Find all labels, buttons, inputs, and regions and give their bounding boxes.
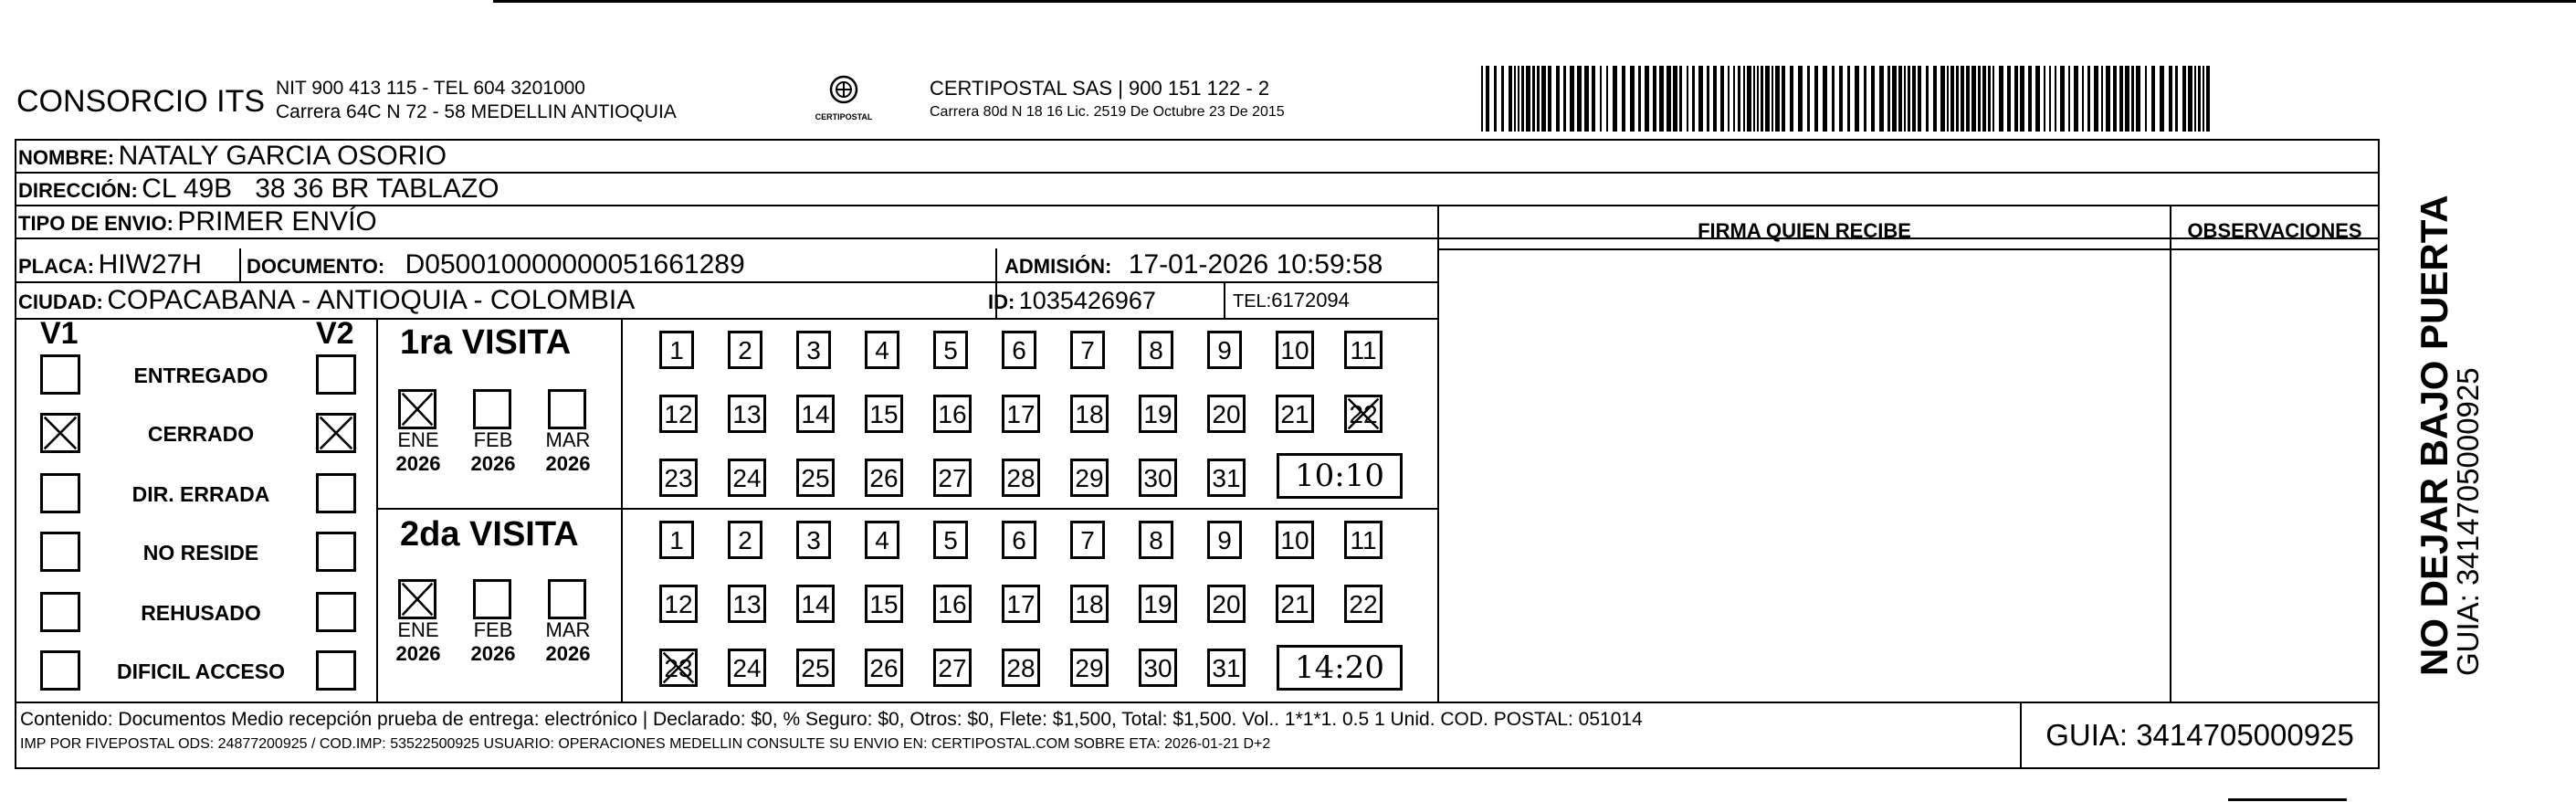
v2-label: V2 — [316, 316, 354, 351]
second-day-box[interactable]: 28 — [1002, 649, 1040, 687]
tel-row — [1233, 283, 1350, 321]
first-month-checkbox[interactable] — [473, 389, 511, 429]
v1-checkbox[interactable] — [40, 413, 80, 453]
first-day-box[interactable]: 23 — [659, 459, 698, 497]
footer-imp: IMP POR FIVEPOSTAL ODS: 24877200925 / COD.IMP: 53522500925 USUARIO: OPERACIONES MEDELLIN CONSULTE SU ENVIO EN: CERTIPOSTAL.COM SOBRE ETA: 2026-01-21 D+2 — [20, 736, 1271, 752]
second-day-box[interactable]: 29 — [1070, 649, 1109, 687]
first-day-box[interactable]: 29 — [1070, 459, 1109, 497]
second-month-checkbox[interactable] — [473, 579, 511, 619]
direccion-value: CL 49B 38 36 BR TABLAZO — [142, 174, 499, 204]
tipo-value: PRIMER ENVÍO — [177, 206, 377, 237]
company-address: Carrera 64C N 72 - 58 MEDELLIN ANTIOQUIA — [276, 101, 677, 122]
company-name: CONSORCIO ITS — [16, 84, 266, 119]
direccion-label: DIRECCIÓN: — [18, 179, 138, 202]
tipo-label: TIPO DE ENVIO: — [18, 212, 173, 235]
certipostal-logo — [807, 73, 880, 121]
side-no-dejar: NO DEJAR BAJO PUERTA — [2413, 195, 2455, 676]
nombre-label: NOMBRE: — [18, 146, 115, 169]
first-day-box[interactable]: 30 — [1139, 459, 1177, 497]
second-day-box[interactable]: 17 — [1002, 585, 1040, 623]
firma-area[interactable] — [1441, 252, 2166, 700]
first-month-label: FEB — [473, 428, 513, 451]
first-day-box[interactable]: 31 — [1207, 459, 1246, 497]
nombre-value: NATALY GARCIA OSORIO — [118, 141, 447, 171]
first-day-box[interactable]: 7 — [1070, 331, 1105, 369]
first-day-box[interactable]: 11 — [1344, 331, 1383, 369]
v1-checkbox[interactable] — [40, 473, 80, 513]
first-day-box[interactable]: 18 — [1070, 395, 1109, 433]
company-info — [276, 77, 677, 124]
first-day-box[interactable]: 9 — [1207, 331, 1242, 369]
v2-checkbox[interactable] — [316, 592, 356, 632]
status-label: DIFICIL ACCESO — [116, 660, 285, 683]
v1-checkbox[interactable] — [40, 592, 80, 632]
first-day-box[interactable]: 1 — [659, 331, 694, 369]
observaciones-area[interactable] — [2173, 252, 2376, 700]
second-day-box[interactable]: 24 — [728, 649, 766, 687]
second-year-label: 2026 — [395, 642, 441, 665]
second-month-label: MAR — [545, 618, 591, 641]
first-day-box[interactable]: 27 — [933, 459, 972, 497]
side-guia: GUIA: 3414705000925 — [2451, 367, 2485, 676]
first-month-checkbox[interactable] — [398, 389, 436, 429]
logo-text: CERTIPOSTAL — [815, 112, 873, 121]
admision-label: ADMISIÓN: — [1004, 255, 1112, 278]
first-day-box[interactable]: 6 — [1002, 331, 1036, 369]
first-month-checkbox[interactable] — [548, 389, 586, 429]
v2-checkbox[interactable] — [316, 413, 356, 453]
v2-checkbox[interactable] — [316, 532, 356, 572]
first-day-box[interactable]: 10 — [1276, 331, 1314, 369]
ciudad-label: CIUDAD: — [18, 290, 103, 313]
documento-value: D050010000000051661289 — [405, 249, 745, 280]
second-day-box[interactable]: 3 — [796, 521, 831, 559]
second-day-box[interactable]: 13 — [728, 585, 766, 623]
placa-row — [18, 248, 202, 286]
second-day-box[interactable]: 9 — [1207, 521, 1242, 559]
second-month-checkbox[interactable] — [398, 579, 436, 619]
second-day-box[interactable]: 20 — [1207, 585, 1246, 623]
second-day-box[interactable]: 14 — [796, 585, 835, 623]
certipostal-nit: CERTIPOSTAL SAS | 900 151 122 - 2 — [930, 77, 1270, 100]
status-label: DIR. ERRADA — [131, 482, 270, 506]
first-day-box[interactable]: 22 — [1344, 395, 1383, 433]
first-day-box[interactable]: 12 — [659, 395, 698, 433]
first-day-box[interactable]: 25 — [796, 459, 835, 497]
first-day-box[interactable]: 19 — [1139, 395, 1177, 433]
second-day-box[interactable]: 19 — [1139, 585, 1177, 623]
certipostal-logo-icon — [824, 73, 864, 110]
first-day-box[interactable]: 5 — [933, 331, 968, 369]
direccion-row — [18, 172, 499, 211]
v1-checkbox[interactable] — [40, 354, 80, 395]
ciudad-value: COPACABANA - ANTIOQUIA - COLOMBIA — [107, 285, 636, 315]
tel-value: 6172094 — [1271, 289, 1350, 311]
second-visit-time: 14:20 — [1277, 645, 1403, 691]
documento-label: DOCUMENTO: — [247, 255, 385, 278]
first-day-box[interactable]: 20 — [1207, 395, 1246, 433]
second-day-box[interactable]: 12 — [659, 585, 698, 623]
second-visit-title: 2da VISITA — [400, 515, 579, 554]
first-year-label: 2026 — [395, 452, 441, 475]
first-visit-title: 1ra VISITA — [400, 323, 572, 362]
certipostal-info — [930, 77, 1285, 124]
second-day-box[interactable]: 7 — [1070, 521, 1105, 559]
observaciones-header: OBSERVACIONES — [2187, 219, 2362, 242]
v2-checkbox[interactable] — [316, 650, 356, 691]
side-notice — [2413, 195, 2485, 676]
admision-row — [1004, 248, 1383, 286]
second-day-box[interactable]: 22 — [1344, 585, 1383, 623]
barcode — [1477, 66, 2217, 132]
second-day-box[interactable]: 26 — [865, 649, 903, 687]
first-day-box[interactable]: 13 — [728, 395, 766, 433]
second-day-box[interactable]: 1 — [659, 521, 694, 559]
tel-label: TEL: — [1233, 291, 1272, 311]
first-year-label: 2026 — [470, 452, 516, 475]
first-day-box[interactable]: 4 — [865, 331, 899, 369]
second-year-label: 2026 — [470, 642, 516, 665]
v1-checkbox[interactable] — [40, 650, 80, 691]
first-day-box[interactable]: 2 — [728, 331, 762, 369]
status-label: ENTREGADO — [133, 364, 268, 387]
placa-value: HIW27H — [98, 249, 202, 280]
v1-label: V1 — [40, 316, 79, 351]
status-label: REHUSADO — [141, 601, 261, 625]
id-value: 1035426967 — [1018, 287, 1156, 314]
first-day-box[interactable]: 8 — [1139, 331, 1173, 369]
second-day-box[interactable]: 23 — [659, 649, 698, 687]
first-day-box[interactable]: 16 — [933, 395, 972, 433]
first-day-box[interactable]: 24 — [728, 459, 766, 497]
first-day-box[interactable]: 3 — [796, 331, 831, 369]
id-row — [988, 283, 1156, 322]
documento-row — [247, 248, 745, 286]
second-day-box[interactable]: 21 — [1276, 585, 1314, 623]
second-day-box[interactable]: 25 — [796, 649, 835, 687]
second-day-box[interactable]: 30 — [1139, 649, 1177, 687]
footer-contenido: Contenido: Documentos Medio recepción prueba de entrega: electrónico | Declarado: $0, % Seguro: $0, Otros: $0, Flete: $1,500, Total: $1,500. Vol.. 1*1*1. 0.5 1 Unid. COD. POSTAL: 051014 — [20, 709, 1643, 730]
firma-header: FIRMA QUIEN RECIBE — [1698, 219, 1911, 242]
second-month-checkbox[interactable] — [548, 579, 586, 619]
scan-edge-bottom — [2228, 798, 2347, 801]
second-day-box[interactable]: 2 — [728, 521, 762, 559]
second-day-box[interactable]: 4 — [865, 521, 899, 559]
second-day-box[interactable]: 8 — [1139, 521, 1173, 559]
company-nit: NIT 900 413 115 - TEL 604 3201000 — [276, 78, 585, 99]
first-day-box[interactable]: 26 — [865, 459, 903, 497]
first-day-box[interactable]: 14 — [796, 395, 835, 433]
first-month-label: MAR — [545, 428, 591, 451]
first-day-box[interactable]: 17 — [1002, 395, 1040, 433]
v2-checkbox[interactable] — [316, 473, 356, 513]
first-day-box[interactable]: 28 — [1002, 459, 1040, 497]
second-day-box[interactable]: 27 — [933, 649, 972, 687]
placa-label: PLACA: — [18, 255, 95, 278]
first-day-box[interactable]: 21 — [1276, 395, 1314, 433]
first-month-label: ENE — [397, 428, 439, 451]
first-year-label: 2026 — [545, 452, 591, 475]
admision-value: 17-01-2026 10:59:58 — [1128, 249, 1383, 280]
second-day-box[interactable]: 18 — [1070, 585, 1109, 623]
id-label: ID: — [988, 290, 1015, 313]
second-month-label: FEB — [473, 618, 513, 641]
second-day-box[interactable]: 31 — [1207, 649, 1246, 687]
footer-guia: GUIA: 3414705000925 — [2045, 718, 2354, 752]
certipostal-license: Carrera 80d N 18 16 Lic. 2519 De Octubre 23 De 2015 — [930, 104, 1285, 120]
v2-checkbox[interactable] — [316, 354, 356, 395]
second-day-box[interactable]: 6 — [1002, 521, 1036, 559]
second-day-box[interactable]: 16 — [933, 585, 972, 623]
scan-edge — [493, 0, 2576, 3]
second-day-box[interactable]: 5 — [933, 521, 968, 559]
status-label: CERRADO — [147, 422, 255, 446]
tipo-row — [18, 206, 377, 242]
second-day-box[interactable]: 11 — [1344, 521, 1383, 559]
first-visit-time: 10:10 — [1277, 453, 1403, 499]
status-label: NO RESIDE — [142, 541, 259, 565]
second-day-box[interactable]: 10 — [1276, 521, 1314, 559]
second-month-label: ENE — [397, 618, 439, 641]
first-day-box[interactable]: 15 — [865, 395, 903, 433]
v1-checkbox[interactable] — [40, 532, 80, 572]
second-year-label: 2026 — [545, 642, 591, 665]
second-day-box[interactable]: 15 — [865, 585, 903, 623]
